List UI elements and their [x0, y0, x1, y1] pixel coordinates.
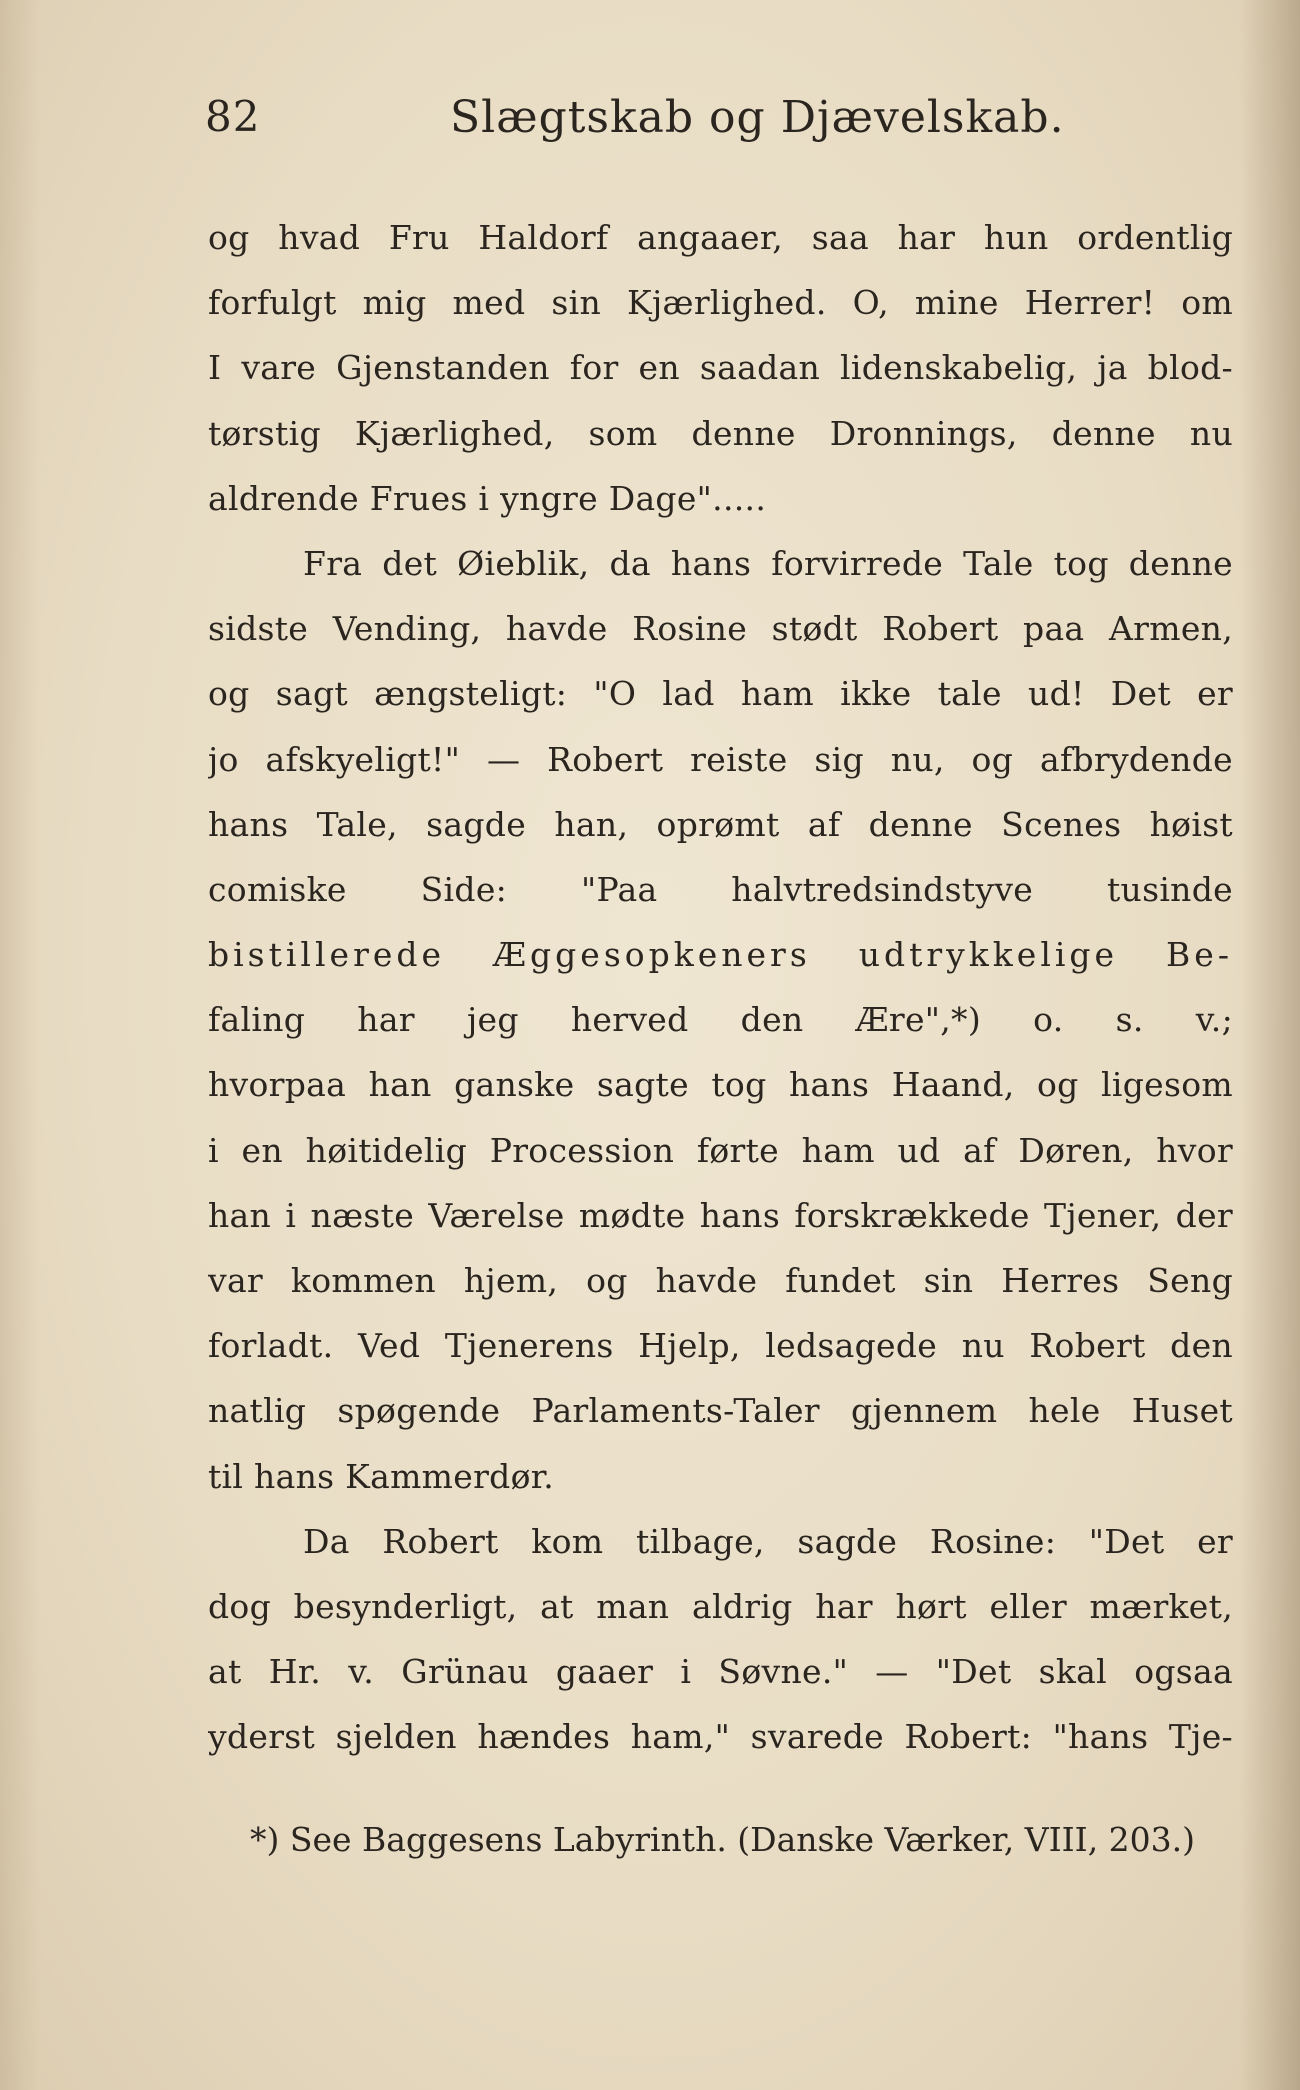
page-number: 82 [205, 92, 261, 141]
text-line: i en høitidelig Procession førte ham ud af Døren, hvor [208, 1130, 1233, 1170]
body-text [208, 205, 1233, 1770]
text-line: hans Tale, sagde han, oprømt af denne Scenes høist [208, 804, 1233, 844]
text-line: yderst sjelden hændes ham," svarede Robert: "hans Tje- [208, 1717, 1233, 1757]
paragraph-start-line: Da Robert kom tilbage, sagde Rosine: "Det er [303, 1521, 1233, 1561]
gutter-shadow [1240, 0, 1300, 2090]
footnote: *) See Baggesens Labyrinth. (Danske Værker, VIII, 203.) [250, 1820, 1196, 1859]
text-line: comiske Side: "Paa halvtredsindstyve tusinde [208, 869, 1233, 909]
text-line: jo afskyeligt!" — Robert reiste sig nu, og afbrydende [208, 739, 1233, 779]
page-edge-shadow [0, 0, 40, 2090]
text-line: at Hr. v. Grünau gaaer i Søvne." — "Det skal ogsaa [208, 1652, 1233, 1692]
page-header [205, 92, 1235, 152]
text-line: aldrende Frues i yngre Dage"..... [208, 478, 767, 518]
text-line: og hvad Fru Haldorf angaaer, saa har hun ordentlig [208, 218, 1233, 257]
running-head: Slægtskab og Djævelskab. [450, 92, 1065, 143]
text-line: I vare Gjenstanden for en saadan lidenskabelig, ja blod- [208, 348, 1233, 388]
text-line: til hans Kammerdør. [208, 1456, 555, 1496]
text-line: forfulgt mig med sin Kjærlighed. O, mine Herrer! om [208, 283, 1233, 323]
paragraph-start-line: Fra det Øieblik, da hans forvirrede Tale tog denne [303, 543, 1233, 583]
text-line: var kommen hjem, og havde fundet sin Herres Seng [208, 1261, 1233, 1300]
text-line: tørstig Kjærlighed, som denne Dronnings, denne nu [208, 413, 1233, 453]
text-line: og sagt ængsteligt: "O lad ham ikke tale ud! Det er [208, 674, 1233, 714]
text-line: faling har jeg herved den Ære",*) o. s. v.; [208, 1000, 1233, 1040]
text-line: hvorpaa han ganske sagte tog hans Haand, og ligesom [208, 1065, 1233, 1105]
text-line: forladt. Ved Tjenerens Hjelp, ledsagede nu Robert den [208, 1326, 1233, 1366]
text-line: sidste Vending, havde Rosine stødt Robert paa Armen, [208, 609, 1233, 649]
text-line: han i næste Værelse mødte hans forskrækkede Tjener, der [208, 1195, 1233, 1235]
text-line: dog besynderligt, at man aldrig har hørt eller mærket, [208, 1586, 1233, 1626]
text-line: natlig spøgende Parlaments-Taler gjennem hele Huset [208, 1391, 1233, 1431]
text-line: bistillerede Æggesopkeners udtrykkelige Be- [208, 935, 1233, 975]
